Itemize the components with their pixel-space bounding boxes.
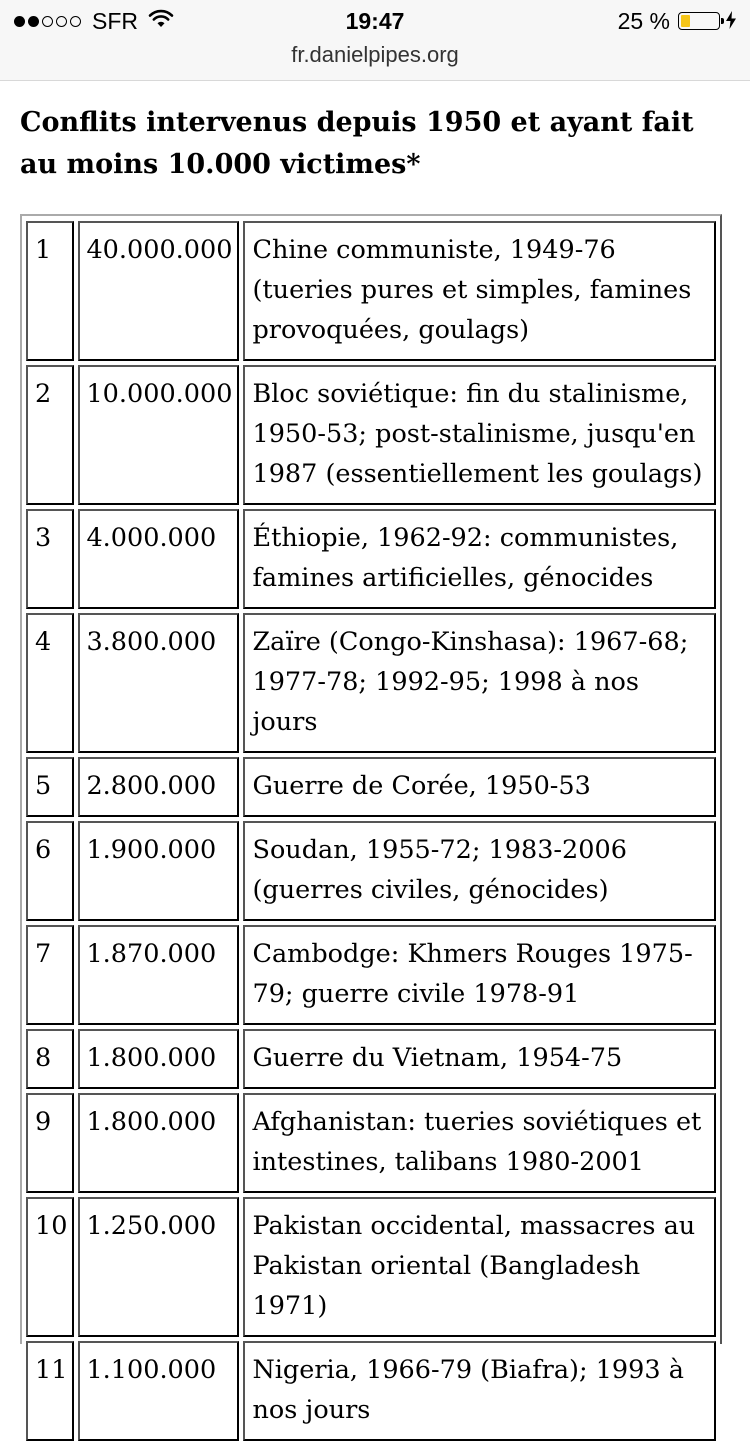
victims-cell: 1.900.000: [78, 821, 239, 921]
battery-percent: 25 %: [617, 7, 670, 34]
table-row: [26, 1341, 716, 1441]
conflicts-table-body: [26, 221, 716, 1441]
conflict-cell: Chine communiste, 1949-76 (tueries pures et simples, famines provoquées, goulags): [243, 221, 716, 361]
battery-tip: [721, 18, 724, 24]
status-time: 19:47: [345, 8, 405, 34]
conflict-cell: Guerre de Corée, 1950-53: [243, 757, 716, 817]
rank-cell: 10: [26, 1197, 74, 1337]
conflict-cell: Éthiopie, 1962-92: communistes, famines artificielles, génocides: [243, 509, 716, 609]
conflict-cell: Afghanistan: tueries soviétiques et intestines, talibans 1980-2001: [243, 1093, 716, 1193]
table-row: [26, 1029, 716, 1089]
conflict-cell: Pakistan occidental, massacres au Pakistan oriental (Bangladesh 1971): [243, 1197, 716, 1337]
rank-cell: 11: [26, 1341, 74, 1441]
rank-cell: 5: [26, 757, 74, 817]
rank-cell: 6: [26, 821, 74, 921]
carrier-label: SFR: [92, 7, 138, 34]
victims-cell: 1.250.000: [78, 1197, 239, 1337]
victims-cell: 1.100.000: [78, 1341, 239, 1441]
conflict-cell: Cambodge: Khmers Rouges 1975-79; guerre civile 1978-91: [243, 925, 716, 1025]
address-bar-url[interactable]: fr.danielpipes.org: [291, 42, 459, 67]
conflicts-table-frame: [20, 214, 722, 1425]
rank-cell: 7: [26, 925, 74, 1025]
rank-cell: 9: [26, 1093, 74, 1193]
victims-cell: 1.870.000: [78, 925, 239, 1025]
rank-cell: 8: [26, 1029, 74, 1089]
rank-cell: 1: [26, 221, 74, 361]
table-row: [26, 757, 716, 817]
conflict-cell: Soudan, 1955-72; 1983-2006 (guerres civiles, génocides): [243, 821, 716, 921]
table-row: [26, 613, 716, 753]
conflict-cell: Zaïre (Congo-Kinshasa): 1967-68; 1977-78; 1992-95; 1998 à nos jours: [243, 613, 716, 753]
rank-cell: 4: [26, 613, 74, 753]
victims-cell: 1.800.000: [78, 1093, 239, 1193]
conflict-cell: Nigeria, 1966-79 (Biafra); 1993 à nos jours: [243, 1341, 716, 1441]
victims-cell: 1.800.000: [78, 1029, 239, 1089]
table-row: [26, 221, 716, 361]
victims-cell: 2.800.000: [78, 757, 239, 817]
table-row: [26, 1197, 716, 1337]
status-bar-right: [618, 6, 736, 36]
victims-cell: 4.000.000: [78, 509, 239, 609]
charging-bolt-icon: [726, 8, 736, 35]
table-row: [26, 925, 716, 1025]
conflict-cell: Bloc soviétique: fin du stalinisme, 1950-53; post-stalinisme, jusqu'en 1987 (essentiellement les goulags): [243, 365, 716, 505]
conflicts-table: [22, 217, 720, 1445]
conflict-cell: Guerre du Vietnam, 1954-75: [243, 1029, 716, 1089]
table-row: [26, 365, 716, 505]
table-row: [26, 509, 716, 609]
browser-chrome: [0, 0, 750, 81]
rank-cell: 3: [26, 509, 74, 609]
victims-cell: 3.800.000: [78, 613, 239, 753]
table-row: [26, 1093, 716, 1193]
page-heading: Conflits intervenus depuis 1950 et ayant fait au moins 10.000 victimes*: [20, 107, 694, 180]
table-row: [26, 821, 716, 921]
victims-cell: 10.000.000: [78, 365, 239, 505]
battery-icon: [678, 12, 720, 30]
rank-cell: 2: [26, 365, 74, 505]
victims-cell: 40.000.000: [78, 221, 239, 361]
battery-level: [681, 15, 690, 27]
